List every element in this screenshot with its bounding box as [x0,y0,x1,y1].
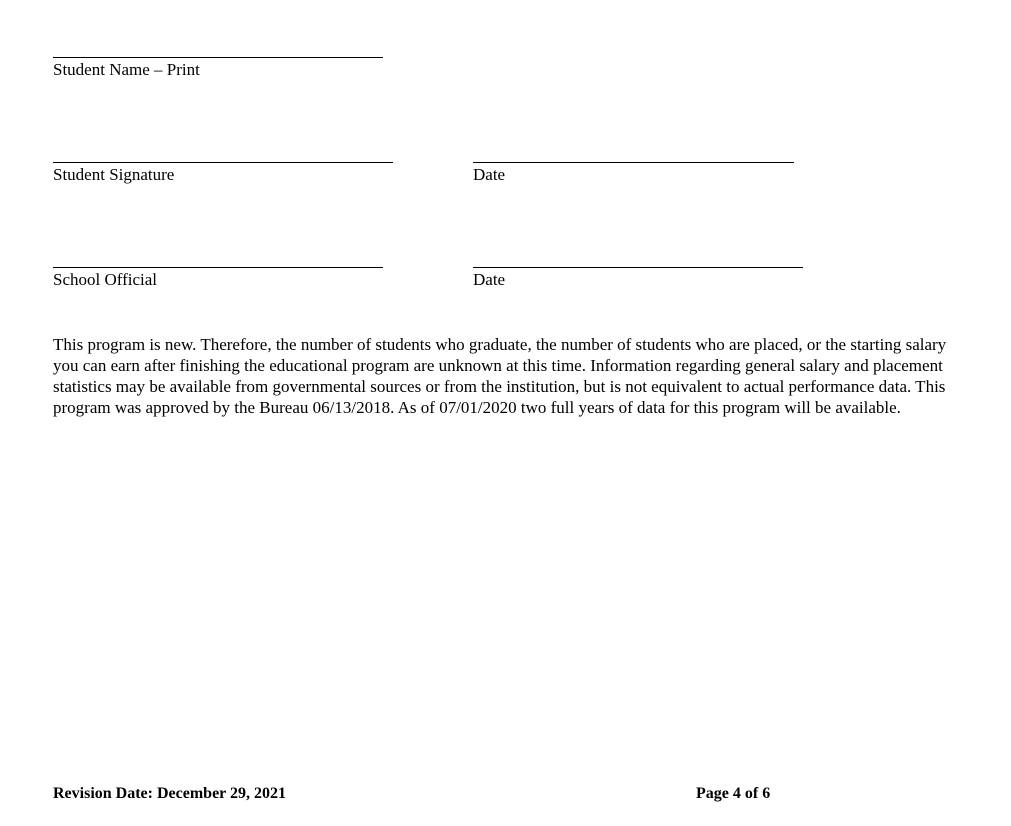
student-name-label: Student Name – Print [53,60,200,79]
student-signature-label: Student Signature [53,165,175,184]
school-official-line[interactable] [53,267,383,268]
revision-date: Revision Date: December 29, 2021 [53,785,286,802]
student-signature-line[interactable] [53,162,393,163]
student-name-line[interactable] [53,57,383,58]
page-number: Page 4 of 6 [696,785,771,802]
official-date-line[interactable] [473,267,803,268]
school-official-label: School Official [53,270,158,289]
student-date-label: Date [473,165,506,184]
program-disclosure-paragraph: This program is new. Therefore, the number of students who graduate, the number of students who are placed, or the starting salary you can earn after finishing the educational program are unknown at this time. Information regarding general salary and placement statistics may be available from governmental sources or from the institution, but is not equivalent to actual performance data. This program was approved by the Bureau 06/13/2018. As of 07/01/2020 two full years of data for this program will be available. [53,335,947,417]
student-date-line[interactable] [473,162,794,163]
official-date-label: Date [473,270,506,289]
